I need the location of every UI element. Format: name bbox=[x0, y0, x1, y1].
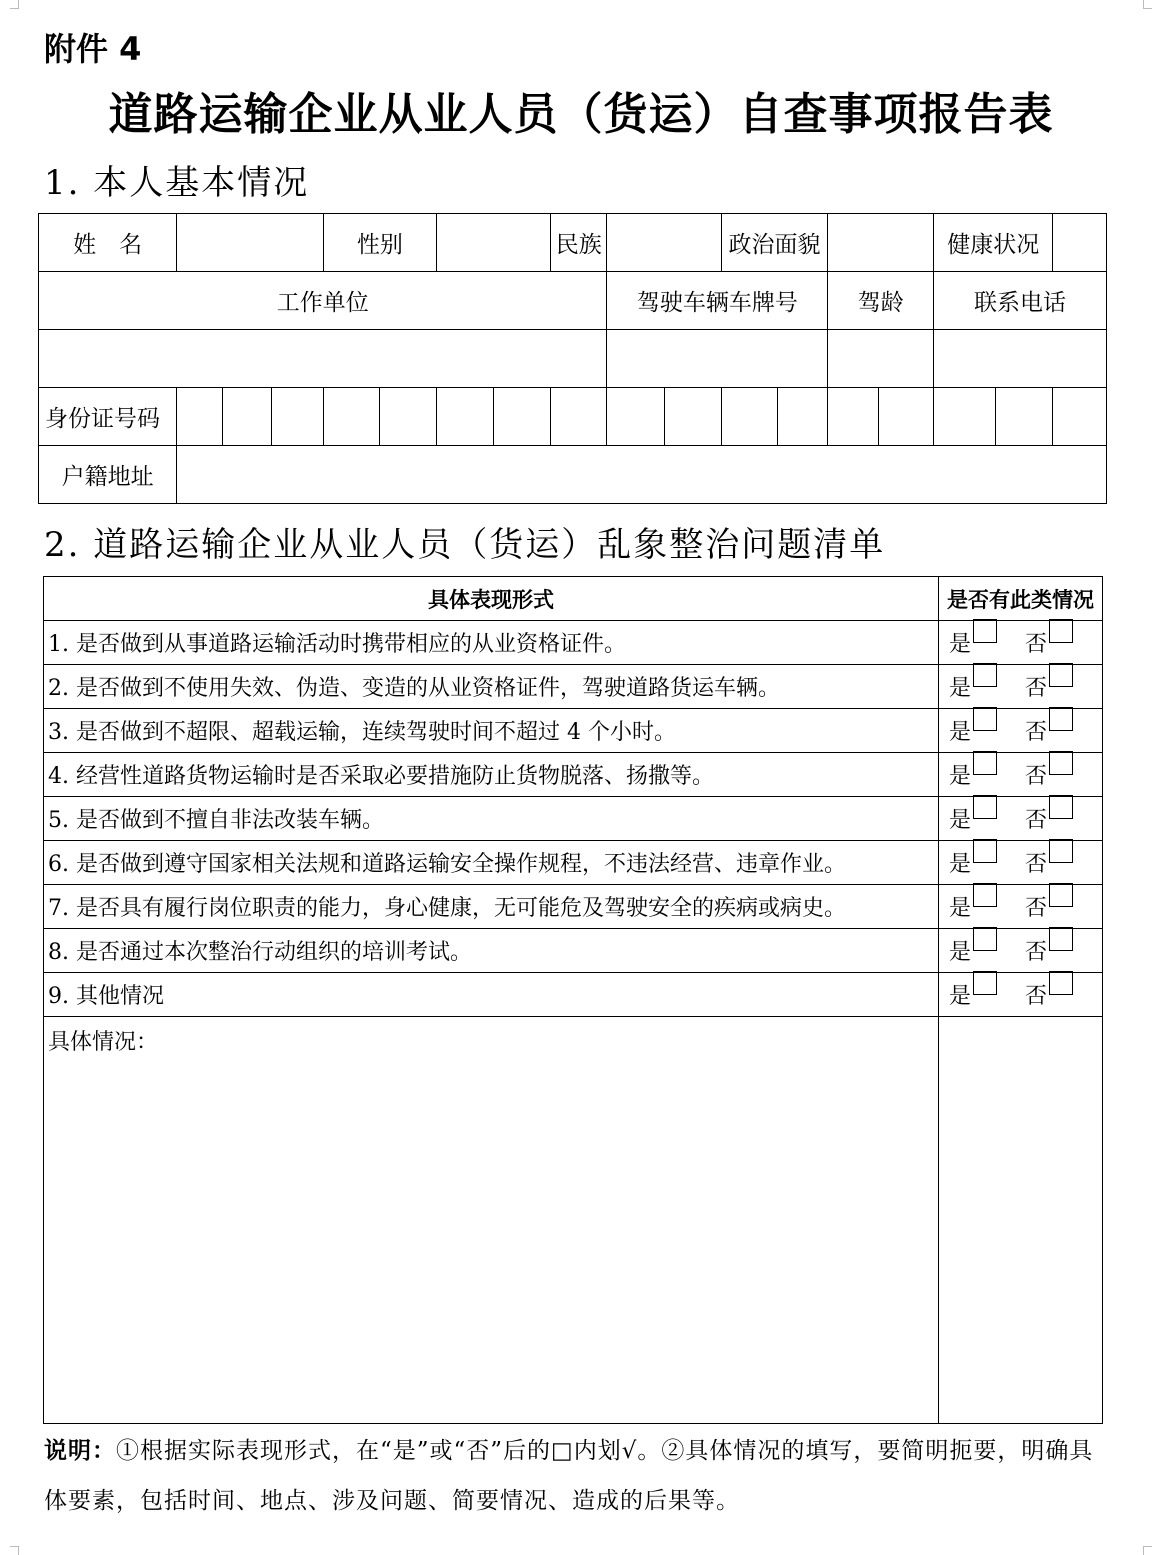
instructions-note bbox=[44, 1426, 1104, 1526]
checklist-item: 7. 是否具有履行岗位职责的能力，身心健康，无可能危及驾驶安全的疾病或病史。 bbox=[44, 885, 939, 929]
col-form-header: 具体表现形式 bbox=[44, 577, 939, 621]
id-digit-cell[interactable] bbox=[1053, 388, 1107, 446]
no-checkbox[interactable] bbox=[1049, 707, 1073, 731]
no-label: 否 bbox=[1025, 984, 1048, 1009]
checklist-item: 2. 是否做到不使用失效、伪造、变造的从业资格证件，驾驶道路货运车辆。 bbox=[44, 665, 939, 709]
gender-field[interactable] bbox=[436, 214, 550, 272]
yes-no-cell bbox=[939, 973, 1103, 1017]
yes-label: 是 bbox=[949, 720, 972, 745]
section1-heading: 1. 本人基本情况 bbox=[44, 163, 310, 203]
yes-no-cell bbox=[939, 709, 1103, 753]
no-label: 否 bbox=[1025, 720, 1048, 745]
yes-label: 是 bbox=[949, 676, 972, 701]
yes-label: 是 bbox=[949, 984, 972, 1009]
no-checkbox[interactable] bbox=[1049, 663, 1073, 687]
id-digit-cell[interactable] bbox=[934, 388, 996, 446]
id-digit-cell[interactable] bbox=[665, 388, 722, 446]
note-text: ①根据实际表现形式，在“是”或“否”后的□内划√。②具体情况的填写，要简明扼要，明确具体要素，包括时间、地点、涉及问题、简要情况、造成的后果等。 bbox=[44, 1438, 1094, 1514]
yes-no-cell bbox=[939, 797, 1103, 841]
crop-mark-bottom-right bbox=[1143, 1546, 1152, 1555]
driving-years-label: 驾龄 bbox=[828, 272, 934, 330]
yes-label: 是 bbox=[949, 764, 972, 789]
id-digit-cell[interactable] bbox=[223, 388, 272, 446]
name-field[interactable] bbox=[177, 214, 324, 272]
checklist-item: 9. 其他情况 bbox=[44, 973, 939, 1017]
no-checkbox[interactable] bbox=[1049, 883, 1073, 907]
yes-checkbox[interactable] bbox=[973, 707, 997, 731]
yes-checkbox[interactable] bbox=[973, 971, 997, 995]
plate-field[interactable] bbox=[607, 330, 828, 388]
workplace-label: 工作单位 bbox=[39, 272, 607, 330]
detail-side-cell[interactable] bbox=[939, 1017, 1103, 1424]
no-checkbox[interactable] bbox=[1049, 795, 1073, 819]
yes-label: 是 bbox=[949, 896, 972, 921]
id-digit-cell[interactable] bbox=[380, 388, 437, 446]
no-label: 否 bbox=[1025, 764, 1048, 789]
id-digit-cell[interactable] bbox=[607, 388, 665, 446]
yes-checkbox[interactable] bbox=[973, 663, 997, 687]
id-digit-cell[interactable] bbox=[436, 388, 494, 446]
checklist-table bbox=[43, 576, 1103, 1424]
yes-checkbox[interactable] bbox=[973, 751, 997, 775]
checklist-item: 5. 是否做到不擅自非法改装车辆。 bbox=[44, 797, 939, 841]
checklist-item: 1. 是否做到从事道路运输活动时携带相应的从业资格证件。 bbox=[44, 621, 939, 665]
household-label: 户籍地址 bbox=[39, 446, 177, 504]
yes-no-cell bbox=[939, 885, 1103, 929]
ethnicity-label: 民族 bbox=[550, 214, 607, 272]
yes-label: 是 bbox=[949, 808, 972, 833]
yes-label: 是 bbox=[949, 852, 972, 877]
no-checkbox[interactable] bbox=[1049, 619, 1073, 643]
id-digit-cell[interactable] bbox=[878, 388, 933, 446]
detail-label: 具体情况： bbox=[48, 1030, 159, 1055]
id-digit-cell[interactable] bbox=[550, 388, 607, 446]
yes-checkbox[interactable] bbox=[973, 839, 997, 863]
id-digit-cell[interactable] bbox=[778, 388, 828, 446]
attachment-label: 附件 4 bbox=[44, 30, 142, 68]
yes-no-cell bbox=[939, 841, 1103, 885]
crop-mark-top-right bbox=[1143, 0, 1152, 9]
no-label: 否 bbox=[1025, 676, 1048, 701]
no-label: 否 bbox=[1025, 632, 1048, 657]
checklist-item: 4. 经营性道路货物运输时是否采取必要措施防止货物脱落、扬撒等。 bbox=[44, 753, 939, 797]
political-field[interactable] bbox=[828, 214, 934, 272]
id-digit-cell[interactable] bbox=[995, 388, 1053, 446]
no-checkbox[interactable] bbox=[1049, 971, 1073, 995]
checklist-item: 6. 是否做到遵守国家相关法规和道路运输安全操作规程，不违法经营、违章作业。 bbox=[44, 841, 939, 885]
basic-info-table bbox=[38, 213, 1107, 504]
gender-label: 性别 bbox=[323, 214, 436, 272]
no-checkbox[interactable] bbox=[1049, 927, 1073, 951]
page-title: 道路运输企业从业人员（货运）自查事项报告表 bbox=[108, 89, 1054, 140]
ethnicity-field[interactable] bbox=[607, 214, 721, 272]
col-yesno-header: 是否有此类情况 bbox=[939, 577, 1103, 621]
id-digit-cell[interactable] bbox=[177, 388, 223, 446]
id-digit-cell[interactable] bbox=[323, 388, 380, 446]
health-field[interactable] bbox=[1053, 214, 1107, 272]
note-label: 说明： bbox=[44, 1438, 116, 1464]
plate-label: 驾驶车辆车牌号 bbox=[607, 272, 828, 330]
checklist-item: 8. 是否通过本次整治行动组织的培训考试。 bbox=[44, 929, 939, 973]
yes-checkbox[interactable] bbox=[973, 619, 997, 643]
no-checkbox[interactable] bbox=[1049, 751, 1073, 775]
yes-checkbox[interactable] bbox=[973, 795, 997, 819]
no-checkbox[interactable] bbox=[1049, 839, 1073, 863]
checklist-item: 3. 是否做到不超限、超载运输，连续驾驶时间不超过 4 个小时。 bbox=[44, 709, 939, 753]
workplace-field[interactable] bbox=[39, 330, 607, 388]
political-label: 政治面貌 bbox=[721, 214, 828, 272]
no-label: 否 bbox=[1025, 852, 1048, 877]
driving-years-field[interactable] bbox=[828, 330, 934, 388]
health-label: 健康状况 bbox=[934, 214, 1053, 272]
id-digit-cell[interactable] bbox=[828, 388, 878, 446]
id-digit-cell[interactable] bbox=[272, 388, 323, 446]
yes-no-cell bbox=[939, 621, 1103, 665]
no-label: 否 bbox=[1025, 808, 1048, 833]
yes-no-cell bbox=[939, 753, 1103, 797]
id-digit-cell[interactable] bbox=[721, 388, 778, 446]
yes-checkbox[interactable] bbox=[973, 927, 997, 951]
no-label: 否 bbox=[1025, 940, 1048, 965]
id-digit-cell[interactable] bbox=[494, 388, 551, 446]
yes-checkbox[interactable] bbox=[973, 883, 997, 907]
section2-heading: 2. 道路运输企业从业人员（货运）乱象整治问题清单 bbox=[44, 525, 886, 565]
yes-label: 是 bbox=[949, 632, 972, 657]
yes-no-cell bbox=[939, 665, 1103, 709]
yes-label: 是 bbox=[949, 940, 972, 965]
id-number-label: 身份证号码 bbox=[39, 388, 177, 446]
crop-mark-top-left bbox=[10, 0, 19, 9]
detail-area[interactable] bbox=[44, 1017, 939, 1424]
phone-field[interactable] bbox=[934, 330, 1107, 388]
yes-no-cell bbox=[939, 929, 1103, 973]
name-label: 姓 名 bbox=[39, 214, 177, 272]
no-label: 否 bbox=[1025, 896, 1048, 921]
phone-label: 联系电话 bbox=[934, 272, 1107, 330]
household-field[interactable] bbox=[177, 446, 1107, 504]
crop-mark-bottom-left bbox=[10, 1546, 19, 1555]
